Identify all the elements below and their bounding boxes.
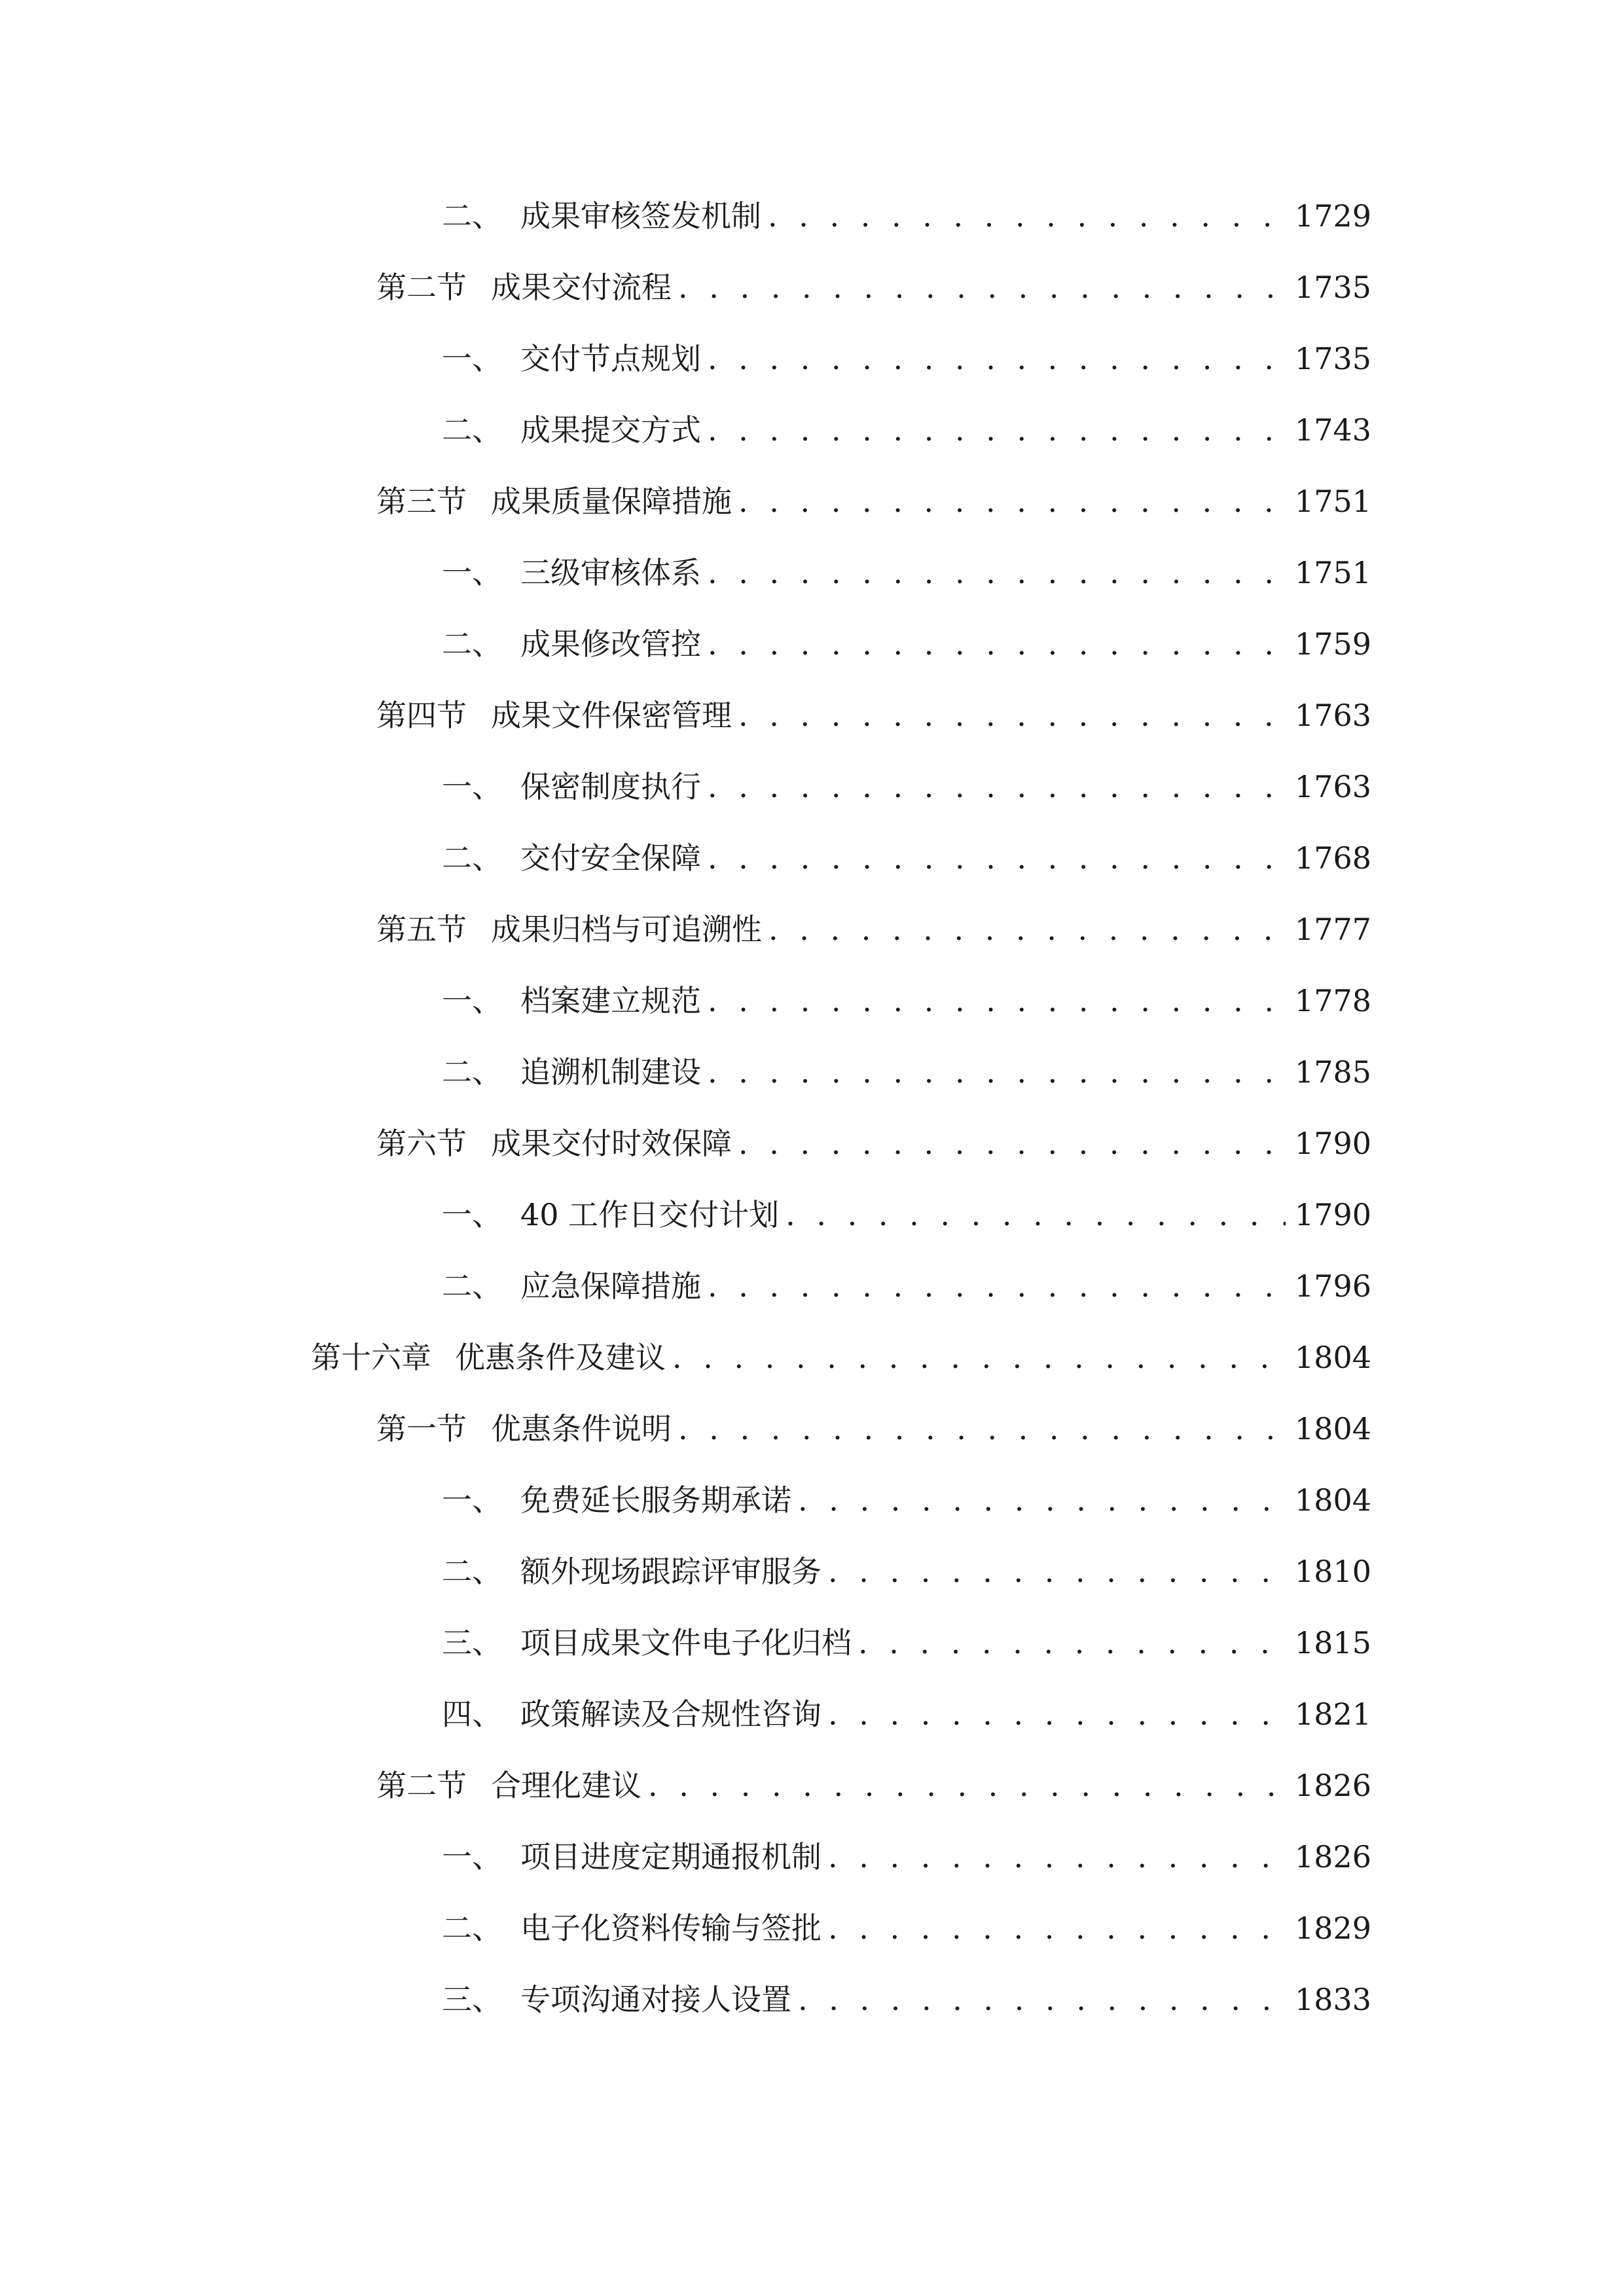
toc-entry[interactable] — [442, 190, 1371, 242]
toc-dot-leader — [708, 761, 1286, 813]
toc-entry-number: 一、 — [442, 983, 502, 1018]
toc-entry-number: 第十六章 — [311, 1340, 431, 1375]
toc-entry-title: 交付节点规划 — [520, 341, 701, 376]
toc-entry-title: 成果交付时效保障 — [491, 1126, 732, 1161]
toc-entry[interactable] — [311, 1331, 1371, 1384]
toc-entry-title: 优惠条件及建议 — [455, 1340, 666, 1375]
toc-entry-number: 二、 — [442, 840, 502, 876]
toc-dot-leader — [708, 547, 1286, 599]
toc-entry-page: 1768 — [1294, 840, 1371, 876]
toc-entry-page: 1821 — [1294, 1696, 1371, 1732]
toc-entry-number: 第五节 — [376, 912, 467, 947]
toc-entry-title: 优惠条件说明 — [491, 1411, 672, 1446]
toc-entry-page: 1763 — [1294, 769, 1371, 804]
toc-dot-leader — [648, 1759, 1286, 1812]
toc-entry-number: 第四节 — [376, 698, 467, 733]
toc-entry[interactable] — [376, 1759, 1371, 1812]
toc-entry-title: 成果归档与可追溯性 — [491, 912, 762, 947]
toc-entry[interactable] — [442, 1260, 1371, 1312]
toc-entry-number: 一、 — [442, 1839, 502, 1874]
toc-dot-leader — [708, 1260, 1286, 1312]
toc-entry-title: 成果提交方式 — [520, 412, 701, 448]
toc-entry-title: 追溯机制建设 — [520, 1054, 701, 1090]
toc-entry-page: 1735 — [1294, 270, 1371, 305]
toc-entry-title: 成果交付流程 — [491, 270, 672, 305]
toc-entry-title: 合理化建议 — [491, 1768, 641, 1803]
toc-entry-number: 一、 — [442, 555, 502, 590]
toc-dot-leader — [708, 975, 1286, 1027]
toc-entry-page: 1810 — [1294, 1554, 1371, 1589]
toc-entry-page: 1751 — [1294, 484, 1371, 519]
toc-dot-leader — [798, 1474, 1286, 1526]
toc-entry-title: 应急保障措施 — [520, 1268, 701, 1304]
toc-entry-number: 四、 — [442, 1696, 502, 1732]
toc-entry-page: 1735 — [1294, 341, 1371, 376]
toc-entry-number: 二、 — [442, 412, 502, 448]
toc-entry-number: 二、 — [442, 1910, 502, 1946]
toc-dot-leader — [785, 1189, 1286, 1241]
toc-entry[interactable] — [442, 618, 1371, 670]
toc-entry-number: 一、 — [442, 341, 502, 376]
toc-entry-page: 1826 — [1294, 1839, 1371, 1874]
toc-entry-page: 1777 — [1294, 912, 1371, 947]
toc-entry-number: 第三节 — [376, 484, 467, 519]
toc-entry-number: 第六节 — [376, 1126, 467, 1161]
toc-entry-page: 1804 — [1294, 1482, 1371, 1518]
toc-entry[interactable] — [376, 903, 1371, 956]
toc-entry-title: 成果质量保障措施 — [491, 484, 732, 519]
toc-dot-leader — [678, 1403, 1286, 1455]
toc-entry-number: 一、 — [442, 1482, 502, 1518]
toc-entry[interactable] — [442, 1474, 1371, 1526]
toc-entry[interactable] — [442, 1973, 1371, 2026]
toc-entry-title: 额外现场跟踪评审服务 — [520, 1554, 821, 1589]
toc-entry-title: 保密制度执行 — [520, 769, 701, 804]
toc-entry-number: 二、 — [442, 1054, 502, 1090]
toc-dot-leader — [858, 1617, 1286, 1669]
toc-entry[interactable] — [376, 689, 1371, 742]
toc-entry-number: 一、 — [442, 769, 502, 804]
toc-dot-leader — [798, 1973, 1286, 2026]
toc-dot-leader — [828, 1831, 1286, 1883]
toc-entry-number: 第二节 — [376, 1768, 467, 1803]
toc-entry-page: 1829 — [1294, 1910, 1371, 1946]
toc-entry[interactable] — [442, 1617, 1371, 1669]
toc-entry-page: 1796 — [1294, 1268, 1371, 1304]
toc-entry-page: 1763 — [1294, 698, 1371, 733]
toc-dot-leader — [708, 404, 1286, 456]
toc-entry[interactable] — [442, 975, 1371, 1027]
toc-entry[interactable] — [442, 1688, 1371, 1740]
toc-entry-page: 1815 — [1294, 1625, 1371, 1660]
toc-entry-page: 1778 — [1294, 983, 1371, 1018]
toc-dot-leader — [708, 618, 1286, 670]
toc-entry[interactable] — [442, 1545, 1371, 1598]
toc-dot-leader — [828, 1545, 1286, 1598]
toc-entry[interactable] — [376, 1117, 1371, 1170]
toc-entry-page: 1785 — [1294, 1054, 1371, 1090]
toc-entry-title: 专项沟通对接人设置 — [520, 1982, 791, 2017]
toc-entry-title: 项目进度定期通报机制 — [520, 1839, 821, 1874]
toc-entry[interactable] — [376, 1403, 1371, 1455]
toc-entry-number: 二、 — [442, 1268, 502, 1304]
toc-entry-number: 二、 — [442, 626, 502, 662]
toc-entry-title: 政策解读及合规性咨询 — [520, 1696, 821, 1732]
toc-entry-title: 免费延长服务期承诺 — [520, 1482, 791, 1518]
toc-entry-page: 1790 — [1294, 1197, 1371, 1232]
toc-entry-page: 1826 — [1294, 1768, 1371, 1803]
toc-entry[interactable] — [442, 404, 1371, 456]
toc-dot-leader — [708, 832, 1286, 884]
toc-entry[interactable] — [376, 475, 1371, 528]
toc-entry-title: 三级审核体系 — [520, 555, 701, 590]
toc-dot-leader — [708, 332, 1286, 385]
toc-dot-leader — [708, 1046, 1286, 1098]
toc-entry[interactable] — [442, 832, 1371, 884]
toc-entry[interactable] — [442, 1189, 1371, 1241]
toc-entry-number: 第二节 — [376, 270, 467, 305]
toc-entry-page: 1804 — [1294, 1340, 1371, 1375]
toc-dot-leader — [828, 1688, 1286, 1740]
toc-dot-leader — [678, 261, 1286, 314]
toc-dot-leader — [828, 1902, 1286, 1954]
toc-entry-title: 成果审核签发机制 — [520, 198, 761, 234]
toc-entry-title: 档案建立规范 — [520, 983, 701, 1018]
toc-entry-page: 1743 — [1294, 412, 1371, 448]
toc-entry-page: 1790 — [1294, 1126, 1371, 1161]
toc-entry-page: 1729 — [1294, 198, 1371, 234]
toc-entry-page: 1804 — [1294, 1411, 1371, 1446]
toc-entry-title: 电子化资料传输与签批 — [520, 1910, 821, 1946]
toc-dot-leader — [738, 475, 1286, 528]
toc-dot-leader — [738, 1117, 1286, 1170]
toc-entry-page: 1833 — [1294, 1982, 1371, 2017]
toc-entry[interactable] — [442, 761, 1371, 813]
toc-entry-title: 40 工作日交付计划 — [520, 1197, 780, 1232]
toc-entry[interactable] — [442, 1902, 1371, 1954]
toc-dot-leader — [672, 1331, 1286, 1384]
toc-entry[interactable] — [442, 332, 1371, 385]
toc-entry-number: 三、 — [442, 1982, 502, 2017]
toc-entry[interactable] — [376, 261, 1371, 314]
toc-entry-title: 交付安全保障 — [520, 840, 701, 876]
toc-entry[interactable] — [442, 1831, 1371, 1883]
toc-entry-title: 成果文件保密管理 — [491, 698, 732, 733]
toc-entry-title: 成果修改管控 — [520, 626, 701, 662]
toc-entry-number: 三、 — [442, 1625, 502, 1660]
toc-entry-number: 二、 — [442, 198, 502, 234]
toc-entry-number: 一、 — [442, 1197, 502, 1232]
toc-entry-page: 1759 — [1294, 626, 1371, 662]
toc-dot-leader — [768, 903, 1286, 956]
toc-entry-number: 第一节 — [376, 1411, 467, 1446]
toc-dot-leader — [738, 689, 1286, 742]
toc-entry-page: 1751 — [1294, 555, 1371, 590]
toc-dot-leader — [768, 190, 1286, 242]
toc-entry[interactable] — [442, 1046, 1371, 1098]
toc-entry-number: 二、 — [442, 1554, 502, 1589]
toc-entry[interactable] — [442, 547, 1371, 599]
toc-entry-title: 项目成果文件电子化归档 — [520, 1625, 852, 1660]
